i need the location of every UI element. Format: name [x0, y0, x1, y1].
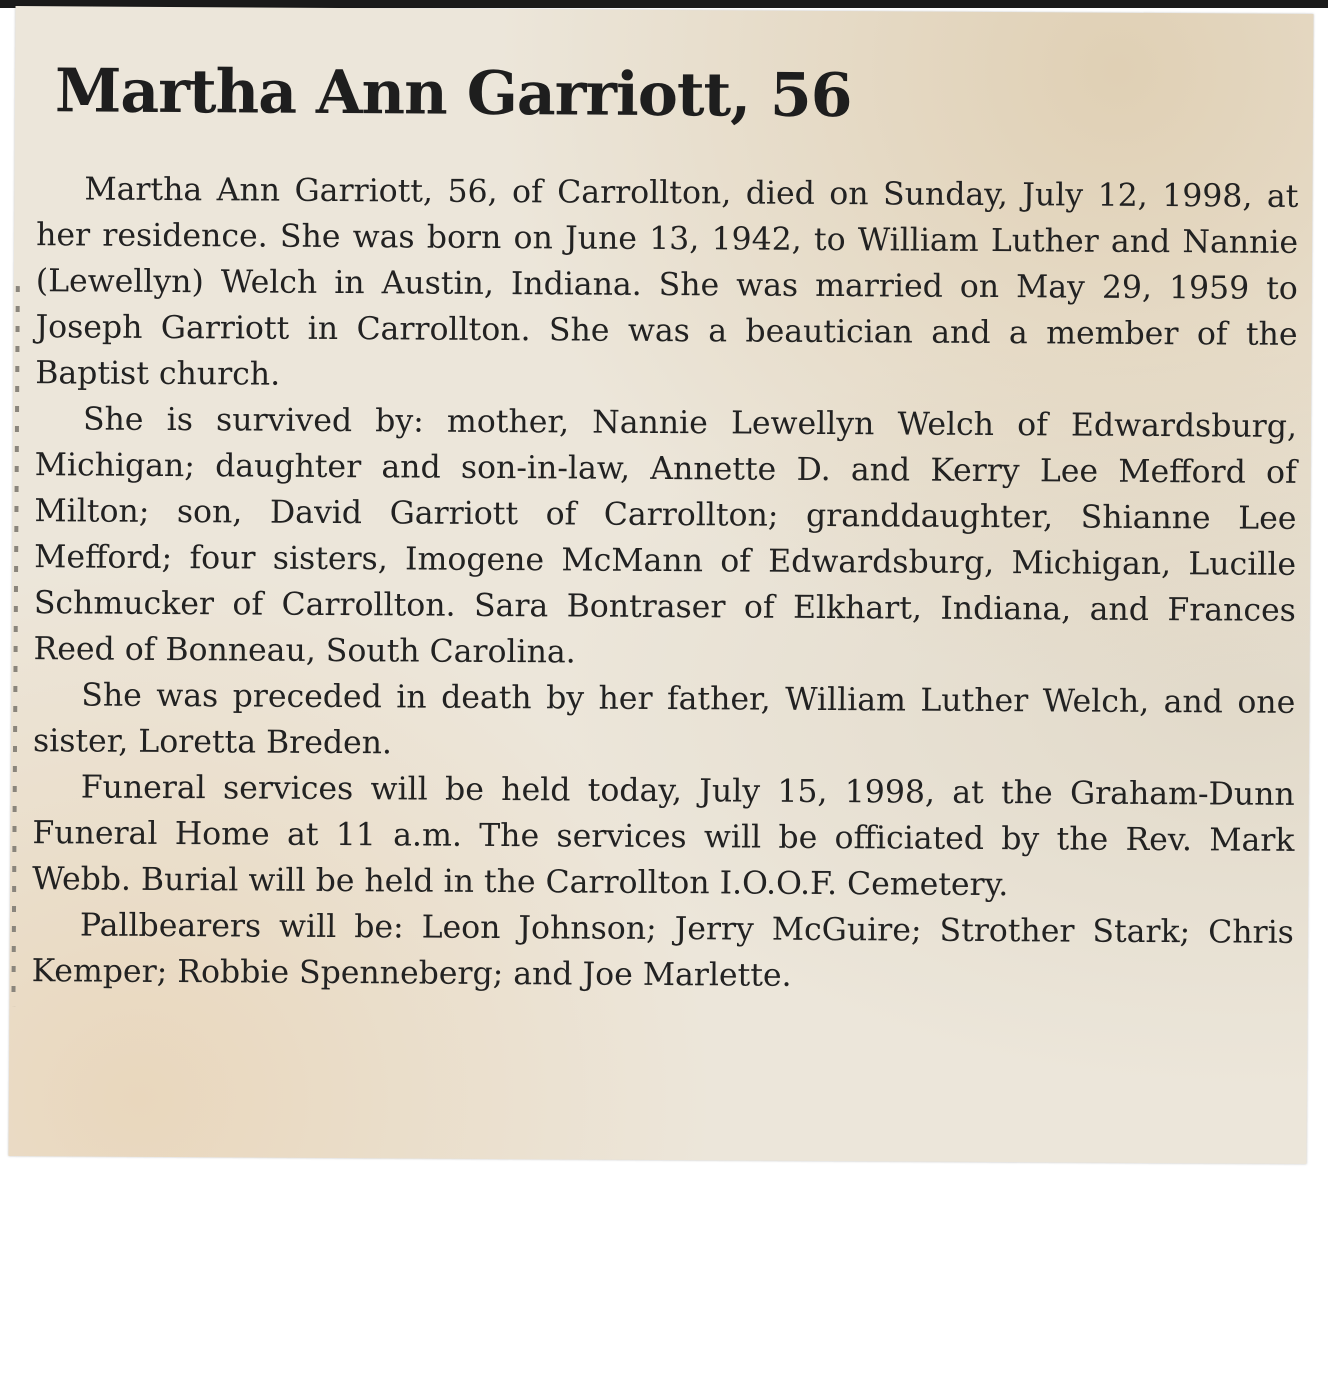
- perforated-edge: [11, 286, 19, 1006]
- obituary-paragraph-biography: Martha Ann Garriott, 56, of Carrollton, died on Sunday, July 12, 1998, at her residence. She was born on June 13, 1942, to William Luther and Nannie (Lewellyn) Welch in Austin, Indiana. She was married on May 29, 1959 to Joseph Garriott in Carrollton. She was a beautician and a member of the Baptist church.: [35, 171, 1299, 393]
- obituary-paragraph-preceded: She was preceded in death by her father, William Luther Welch, and one sister, Loretta Breden.: [32, 677, 1296, 762]
- obituary-paragraph-services: Funeral services will be held today, July 15, 1998, at the Graham-Dunn Funeral Home at 11 a.m. The services will be officiated by the Rev. Mark Webb. Burial will be held in the Carrollton I.O.O.F. Cemetery.: [32, 769, 1295, 904]
- obituary-paragraph-pallbearers: Pallbearers will be: Leon Johnson; Jerry McGuire; Strother Stark; Chris Kemper; Robbie Spenneberg; and Joe Marlette.: [31, 907, 1294, 994]
- newspaper-clipping: [8, 6, 1313, 1164]
- obituary-body: [31, 166, 1298, 1002]
- obituary-headline: Martha Ann Garriott, 56: [54, 56, 852, 132]
- obituary-paragraph-survivors: She is survived by: mother, Nannie Lewellyn Welch of Edwardsburg, Michigan; daughter and son-in-law, Annette D. and Kerry Lee Mefford of Milton; son, David Garriott of Carrollton; granddaughter, Shianne Lee Mefford; four sisters, Imogene McMann of Edwardsburg, Michigan, Lucille Schmucker of Carrollton. Sara Bontraser of Elkhart, Indiana, and Frances Reed of Bonneau, South Carolina.: [33, 401, 1298, 671]
